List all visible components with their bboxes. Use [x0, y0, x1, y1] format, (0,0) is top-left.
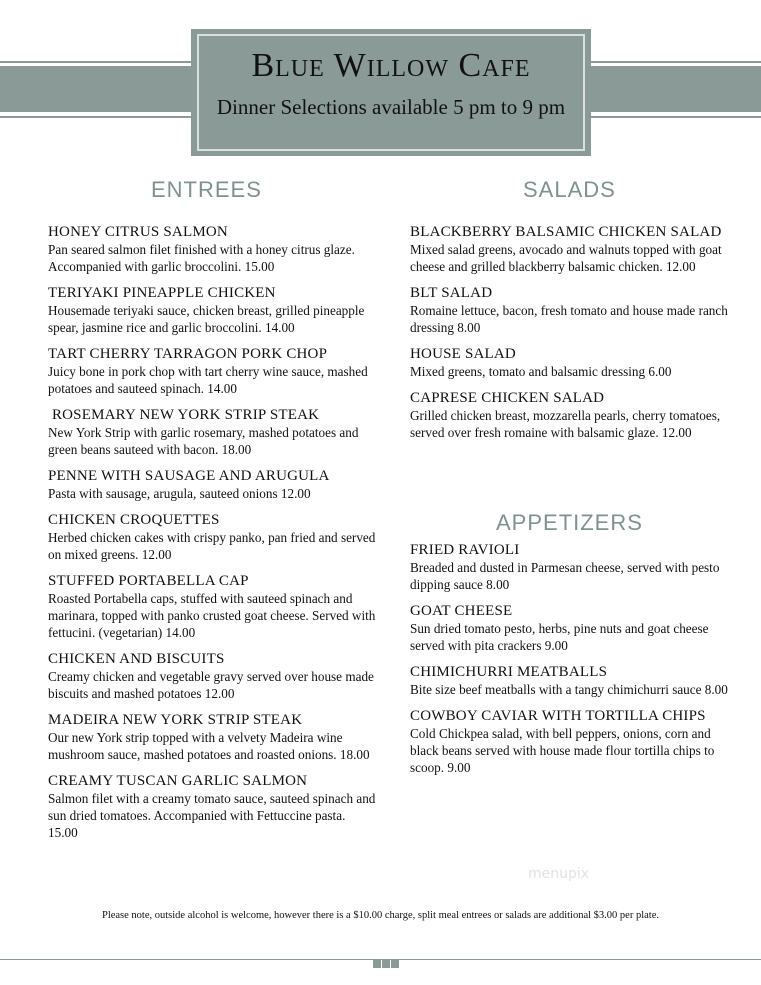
menu-item-name: FRIED RAVIOLI — [410, 542, 520, 558]
dinner-hours: Dinner Selections available 5 pm to 9 pm — [216, 95, 566, 119]
salads-list — [410, 224, 730, 451]
menu-item-description: Mixed salad greens, avocado and walnuts topped with goat cheese and grilled blackberry balsamic chicken. 12.00 — [410, 242, 722, 274]
menu-item-description: Herbed chicken cakes with crispy panko, pan fried and served on mixed greens. 12.00 — [48, 530, 376, 562]
restaurant-name: Blue Willow Cafe — [251, 47, 531, 84]
menu-item — [48, 573, 378, 641]
menu-item-description: Juicy bone in pork chop with tart cherry wine sauce, mashed potatoes and sauteed spinach. 14.00 — [48, 364, 368, 396]
menu-item-description: New York Strip with garlic rosemary, mashed potatoes and green beans sauteed with bacon. 18.00 — [48, 425, 359, 457]
menu-item — [48, 651, 378, 702]
menu-item-description: Breaded and dusted in Parmesan cheese, served with pesto dipping sauce 8.00 — [410, 560, 720, 592]
menu-item — [410, 708, 730, 776]
menu-item-name: CHICKEN AND BISCUITS — [48, 651, 225, 667]
menu-item — [410, 390, 730, 441]
menu-item — [48, 773, 378, 841]
menu-item-name: HONEY CITRUS SALMON — [48, 224, 228, 240]
menu-item — [410, 664, 730, 698]
menu-item-description: Creamy chicken and vegetable gravy served over house made biscuits and mashed potatoes 12.00 — [48, 669, 374, 701]
menu-item-name: CREAMY TUSCAN GARLIC SALMON — [48, 773, 308, 789]
title-plaque — [191, 29, 591, 156]
ornament-square — [373, 960, 381, 968]
appetizers-list — [410, 542, 730, 786]
menu-item — [410, 346, 730, 380]
menu-item-name: COWBOY CAVIAR WITH TORTILLA CHIPS — [410, 708, 706, 724]
menu-item-description: Salmon filet with a creamy tomato sauce, sauteed spinach and sun dried tomatoes. Accompanied with Fettuccine pasta. 15.00 — [48, 791, 376, 840]
ornament-square — [382, 960, 390, 968]
menu-item — [48, 712, 378, 763]
menu-item-description: Mixed greens, tomato and balsamic dressing 6.00 — [410, 364, 672, 379]
menu-item — [410, 285, 730, 336]
salads-heading: SALADS — [523, 177, 616, 202]
entrees-heading: ENTREES — [151, 177, 262, 202]
menu-item — [48, 512, 378, 563]
appetizers-heading: APPETIZERS — [496, 510, 643, 535]
menu-item-description: Housemade teriyaki sauce, chicken breast, grilled pineapple spear, jasmine rice and garlic broccolini. 14.00 — [48, 303, 365, 335]
menu-item — [410, 603, 730, 654]
footer-ornament — [373, 955, 400, 973]
menu-item — [48, 285, 378, 336]
menu-item-name: CHICKEN CROQUETTES — [48, 512, 220, 528]
menu-item-name: TART CHERRY TARRAGON PORK CHOP — [48, 346, 328, 362]
menu-item-description: Romaine lettuce, bacon, fresh tomato and house made ranch dressing 8.00 — [410, 303, 728, 335]
menu-item-name: GOAT CHEESE — [410, 603, 513, 619]
menu-item-description: Roasted Portabella caps, stuffed with sauteed spinach and marinara, topped with panko crusted goat cheese. Served with fettucini. (vegetarian) 14.00 — [48, 591, 376, 640]
menu-item-name: BLACKBERRY BALSAMIC CHICKEN SALAD — [410, 224, 722, 240]
policy-note: Please note, outside alcohol is welcome, however there is a $10.00 charge, split meal entrees or salads are additional $3.00 per plate. — [101, 910, 659, 921]
menu-item — [410, 224, 730, 275]
menu-item-description: Our new York strip topped with a velvety Madeira wine mushroom sauce, mashed potatoes and roasted onions. 18.00 — [48, 730, 370, 762]
menu-item — [48, 468, 378, 502]
menu-item — [48, 224, 378, 275]
menu-item-name: MADEIRA NEW YORK STRIP STEAK — [48, 712, 303, 728]
menu-item-name: TERIYAKI PINEAPPLE CHICKEN — [48, 285, 276, 301]
menu-item-description: Pan seared salmon filet finished with a honey citrus glaze. Accompanied with garlic broccolini. 15.00 — [48, 242, 355, 274]
menu-item-name: PENNE WITH SAUSAGE AND ARUGULA — [48, 468, 330, 484]
menu-item-name: ROSEMARY NEW YORK STRIP STEAK — [48, 407, 320, 423]
menu-item-description: Pasta with sausage, arugula, sauteed onions 12.00 — [48, 486, 311, 501]
menu-item — [48, 407, 378, 458]
menu-item-description: Sun dried tomato pesto, herbs, pine nuts and goat cheese served with pita crackers 9.00 — [410, 621, 709, 653]
menu-item-description: Bite size beef meatballs with a tangy chimichurri sauce 8.00 — [410, 682, 728, 697]
entrees-list — [48, 224, 378, 851]
menu-item-name: CAPRESE CHICKEN SALAD — [410, 390, 605, 406]
menu-item-name: STUFFED PORTABELLA CAP — [48, 573, 249, 589]
menu-item — [410, 542, 730, 593]
menu-item-name: BLT SALAD — [410, 285, 493, 301]
menu-item-description: Grilled chicken breast, mozzarella pearls, cherry tomatoes, served over fresh romaine with balsamic glaze. 12.00 — [410, 408, 721, 440]
menu-item-name: HOUSE SALAD — [410, 346, 516, 362]
menu-item — [48, 346, 378, 397]
menu-item-description: Cold Chickpea salad, with bell peppers, onions, corn and black beans served with house made flour tortilla chips to scoop. 9.00 — [410, 726, 715, 775]
menupix-watermark: menupix — [528, 866, 590, 882]
menu-item-name: CHIMICHURRI MEATBALLS — [410, 664, 608, 680]
ornament-square — [391, 960, 399, 968]
